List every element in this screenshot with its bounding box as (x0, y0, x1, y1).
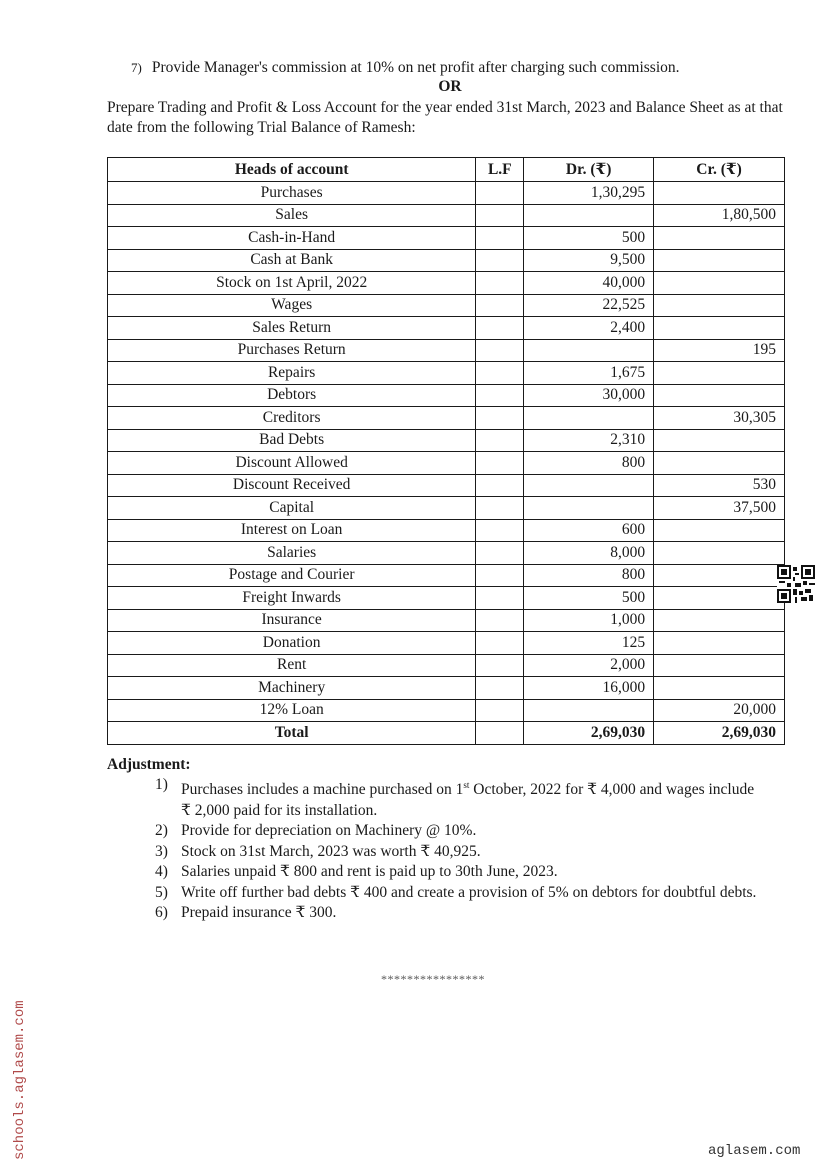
total-lf (476, 722, 524, 745)
credit-amount (654, 249, 785, 272)
adjustment-number: 5) (155, 883, 168, 901)
credit-amount (654, 429, 785, 452)
debit-amount: 22,525 (524, 294, 654, 317)
debit-amount: 500 (524, 587, 654, 610)
debit-amount (524, 497, 654, 520)
adjustment-item (155, 775, 765, 821)
adjustment-number: 4) (155, 863, 168, 881)
credit-amount: 530 (654, 474, 785, 497)
credit-amount (654, 519, 785, 542)
account-head: Donation (108, 632, 476, 655)
account-head: Cash-in-Hand (108, 227, 476, 250)
adjustment-text-part: October, 2022 for ₹ 4,000 and wages include ₹ 2,000 paid for its installation. (181, 781, 755, 819)
adjustment-text: Prepaid insurance ₹ 300. (181, 904, 337, 922)
adjustment-item (155, 883, 765, 904)
total-debit: 2,69,030 (524, 722, 654, 745)
side-watermark: schools.aglasem.com (12, 1000, 28, 1160)
account-head: Creditors (108, 407, 476, 430)
table-row (108, 204, 785, 227)
ledger-folio (476, 272, 524, 295)
account-head: Discount Allowed (108, 452, 476, 475)
ledger-folio (476, 497, 524, 520)
debit-amount (524, 407, 654, 430)
table-row (108, 564, 785, 587)
debit-amount: 600 (524, 519, 654, 542)
account-head: Discount Received (108, 474, 476, 497)
account-head: Postage and Courier (108, 564, 476, 587)
or-separator: OR (438, 78, 462, 95)
account-head: Rent (108, 654, 476, 677)
account-head: Bad Debts (108, 429, 476, 452)
table-row (108, 272, 785, 295)
debit-amount: 9,500 (524, 249, 654, 272)
table-row (108, 339, 785, 362)
credit-amount (654, 452, 785, 475)
question-number: 7) (131, 60, 142, 75)
ledger-folio (476, 564, 524, 587)
ledger-folio (476, 699, 524, 722)
adjustment-text: Write off further bad debts ₹ 400 and create a provision of 5% on debtors for doubtful debts. (181, 883, 757, 901)
debit-amount: 1,675 (524, 362, 654, 385)
account-head: Sales (108, 204, 476, 227)
question-text: Provide Manager's commission at 10% on net profit after charging such commission. (151, 59, 680, 76)
ledger-folio (476, 474, 524, 497)
footer-watermark: aglasem.com (708, 1143, 801, 1159)
credit-amount (654, 632, 785, 655)
table-row (108, 632, 785, 655)
ledger-folio (476, 654, 524, 677)
account-head: Freight Inwards (108, 587, 476, 610)
table-row (108, 474, 785, 497)
account-head: Capital (108, 497, 476, 520)
account-head: Machinery (108, 677, 476, 700)
ledger-folio (476, 227, 524, 250)
adjustments-title: Adjustment: (107, 756, 191, 773)
table-row (108, 452, 785, 475)
credit-amount: 195 (654, 339, 785, 362)
ledger-folio (476, 542, 524, 565)
adjustment-item (155, 842, 765, 863)
total-credit: 2,69,030 (654, 722, 785, 745)
table-row (108, 429, 785, 452)
adjustments-list (155, 775, 765, 924)
account-head: Salaries (108, 542, 476, 565)
account-head: Cash at Bank (108, 249, 476, 272)
ledger-folio (476, 407, 524, 430)
ledger-folio (476, 204, 524, 227)
credit-amount: 30,305 (654, 407, 785, 430)
table-row (108, 407, 785, 430)
qr-code-icon (777, 565, 815, 603)
adjustment-item (155, 903, 765, 924)
table-row (108, 182, 785, 205)
ledger-folio (476, 317, 524, 340)
debit-amount (524, 699, 654, 722)
debit-amount: 800 (524, 452, 654, 475)
adjustment-number: 2) (155, 822, 168, 840)
credit-amount (654, 587, 785, 610)
debit-amount: 800 (524, 564, 654, 587)
account-head: Interest on Loan (108, 519, 476, 542)
table-row (108, 497, 785, 520)
adjustment-item (155, 821, 765, 842)
debit-amount: 2,400 (524, 317, 654, 340)
ledger-folio (476, 587, 524, 610)
credit-amount (654, 294, 785, 317)
debit-amount (524, 339, 654, 362)
table-row (108, 677, 785, 700)
ledger-folio (476, 249, 524, 272)
account-head: Debtors (108, 384, 476, 407)
ledger-folio (476, 519, 524, 542)
debit-amount (524, 474, 654, 497)
ledger-folio (476, 677, 524, 700)
table-row (108, 587, 785, 610)
account-head: Purchases (108, 182, 476, 205)
debit-amount: 1,30,295 (524, 182, 654, 205)
account-head: 12% Loan (108, 699, 476, 722)
header-lf: L.F (476, 158, 524, 182)
ordinal-suffix: st (463, 780, 470, 790)
credit-amount: 20,000 (654, 699, 785, 722)
table-row (108, 362, 785, 385)
total-label: Total (108, 722, 476, 745)
credit-amount (654, 654, 785, 677)
adjustment-text (181, 775, 765, 821)
ledger-folio (476, 452, 524, 475)
total-row (108, 722, 785, 745)
debit-amount: 125 (524, 632, 654, 655)
adjustment-item (155, 862, 765, 883)
debit-amount: 30,000 (524, 384, 654, 407)
debit-amount: 1,000 (524, 609, 654, 632)
adjustment-number: 3) (155, 842, 168, 860)
debit-amount: 16,000 (524, 677, 654, 700)
credit-amount (654, 677, 785, 700)
debit-amount (524, 204, 654, 227)
credit-amount: 1,80,500 (654, 204, 785, 227)
table-row (108, 294, 785, 317)
credit-amount (654, 182, 785, 205)
credit-amount: 37,500 (654, 497, 785, 520)
debit-amount: 2,310 (524, 429, 654, 452)
table-row (108, 654, 785, 677)
header-debit: Dr. (₹) (524, 158, 654, 182)
adjustment-text: Salaries unpaid ₹ 800 and rent is paid up to 30th June, 2023. (181, 863, 558, 881)
table-row (108, 249, 785, 272)
table-row (108, 317, 785, 340)
credit-amount (654, 362, 785, 385)
adjustment-number: 6) (155, 904, 168, 922)
account-head: Insurance (108, 609, 476, 632)
header-heads-of-account: Heads of account (108, 158, 476, 182)
ledger-folio (476, 362, 524, 385)
table-row (108, 384, 785, 407)
table-header-row (108, 158, 785, 182)
ledger-folio (476, 294, 524, 317)
debit-amount: 2,000 (524, 654, 654, 677)
table-row (108, 609, 785, 632)
ledger-folio (476, 429, 524, 452)
header-credit: Cr. (₹) (654, 158, 785, 182)
debit-amount: 8,000 (524, 542, 654, 565)
table-row (108, 699, 785, 722)
account-head: Stock on 1st April, 2022 (108, 272, 476, 295)
credit-amount (654, 317, 785, 340)
credit-amount (654, 227, 785, 250)
adjustment-number: 1) (155, 776, 168, 793)
ledger-folio (476, 182, 524, 205)
adjustment-text: Stock on 31st March, 2023 was worth ₹ 40,925. (181, 842, 481, 860)
debit-amount: 500 (524, 227, 654, 250)
account-head: Purchases Return (108, 339, 476, 362)
trial-balance-table (107, 157, 785, 745)
ledger-folio (476, 384, 524, 407)
account-head: Sales Return (108, 317, 476, 340)
credit-amount (654, 272, 785, 295)
adjustment-text-part: Purchases includes a machine purchased on 1 (181, 781, 464, 799)
ledger-folio (476, 339, 524, 362)
credit-amount (654, 384, 785, 407)
ledger-folio (476, 632, 524, 655)
table-row (108, 227, 785, 250)
credit-amount (654, 564, 785, 587)
account-head: Wages (108, 294, 476, 317)
ledger-folio (476, 609, 524, 632)
end-of-paper-marker: **************** (381, 972, 485, 986)
table-row (108, 542, 785, 565)
question-intro: Prepare Trading and Profit & Loss Account for the year ended 31st March, 2023 and Balance Sheet as at that date from the following Trial Balance of Ramesh: (107, 99, 783, 136)
credit-amount (654, 609, 785, 632)
adjustment-text: Provide for depreciation on Machinery @ 10%. (181, 822, 477, 840)
account-head: Repairs (108, 362, 476, 385)
credit-amount (654, 542, 785, 565)
table-row (108, 519, 785, 542)
debit-amount: 40,000 (524, 272, 654, 295)
question-7 (131, 59, 680, 77)
